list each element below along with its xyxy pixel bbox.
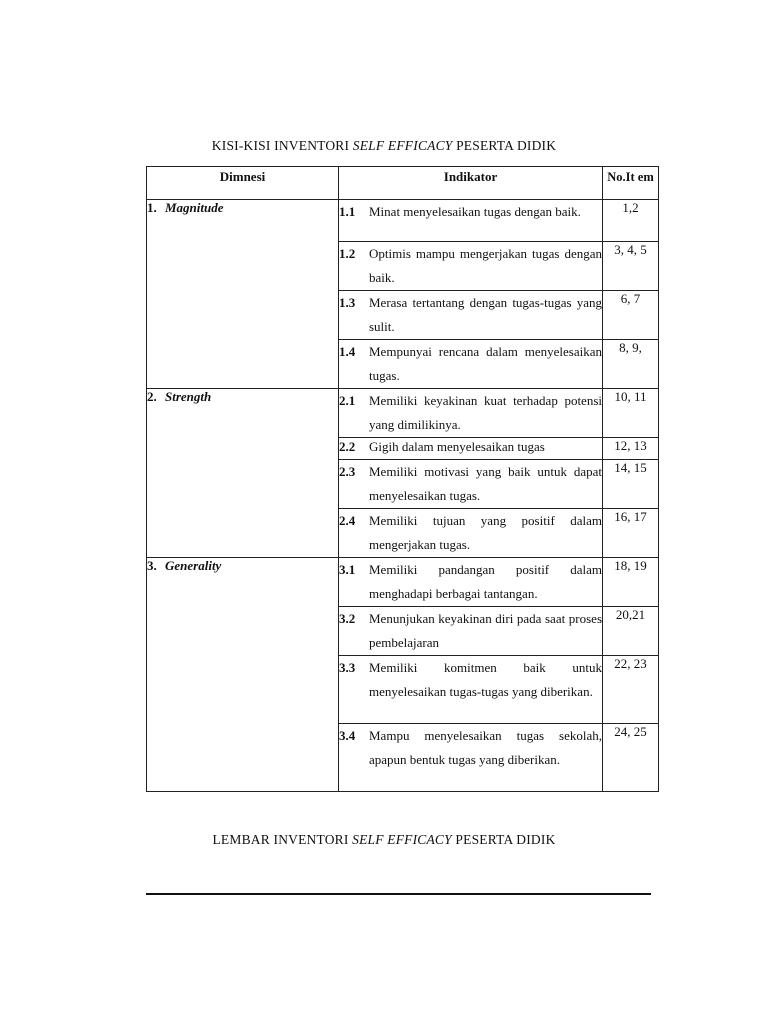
section-title-text: LEMBAR INVENTORI	[212, 832, 353, 847]
table-row	[147, 389, 659, 438]
divider-line	[146, 893, 651, 895]
item-number-cell: 14, 15	[603, 460, 659, 509]
item-number-cell: 12, 13	[603, 438, 659, 460]
item-number-cell: 20,21	[603, 607, 659, 656]
item-number-cell: 16, 17	[603, 509, 659, 558]
indicator-cell: 1.3 Merasa tertantang dengan tugas-tugas yang sulit.	[339, 291, 603, 340]
indicator-cell: 3.1 Memiliki pandangan positif dalam menghadapi berbagai tantangan.	[339, 558, 603, 607]
indicator-cell: 2.1 Memiliki keyakinan kuat terhadap potensi yang dimilikinya.	[339, 389, 603, 438]
indicator-cell: 3.3 Memiliki komitmen baik untuk menyelesaikan tugas-tugas yang diberikan.	[339, 656, 603, 724]
table-row	[147, 558, 659, 607]
header-indikator: Indikator	[339, 167, 603, 200]
dimension-cell: 3. Generality	[147, 558, 339, 792]
header-dimensi: Dimnesi	[147, 167, 339, 200]
item-number-cell: 10, 11	[603, 389, 659, 438]
indicator-cell: 2.4 Memiliki tujuan yang positif dalam mengerjakan tugas.	[339, 509, 603, 558]
section-title	[0, 832, 768, 848]
indicator-cell: 1.2 Optimis mampu mengerjakan tugas dengan baik.	[339, 242, 603, 291]
item-number-cell: 8, 9,	[603, 340, 659, 389]
page-title	[0, 138, 768, 154]
item-number-cell: 6, 7	[603, 291, 659, 340]
dimension-cell: 2. Strength	[147, 389, 339, 558]
indicator-cell: 3.4 Mampu menyelesaikan tugas sekolah, apapun bentuk tugas yang diberikan.	[339, 724, 603, 792]
indicator-cell: 1.4 Mempunyai rencana dalam menyelesaikan tugas.	[339, 340, 603, 389]
dimension-cell: 1. Magnitude	[147, 200, 339, 389]
item-number-cell: 18, 19	[603, 558, 659, 607]
table-header-row	[147, 167, 659, 200]
table-row	[147, 200, 659, 242]
title-italic-text: SELF EFFICACY	[352, 138, 453, 153]
item-number-cell: 22, 23	[603, 656, 659, 724]
title-text-end: PESERTA DIDIK	[452, 138, 557, 153]
title-text: KISI-KISI INVENTORI	[211, 138, 353, 153]
indicator-cell: 3.2 Menunjukan keyakinan diri pada saat proses pembelajaran	[339, 607, 603, 656]
header-no-item: No.It em	[603, 167, 659, 200]
section-title-italic-text: SELF EFFICACY	[352, 832, 452, 847]
kisi-table	[146, 166, 659, 792]
item-number-cell: 24, 25	[603, 724, 659, 792]
item-number-cell: 1,2	[603, 200, 659, 242]
indicator-cell: 2.2 Gigih dalam menyelesaikan tugas	[339, 438, 603, 460]
indicator-cell: 1.1 Minat menyelesaikan tugas dengan baik.	[339, 200, 603, 242]
section-title-text-end: PESERTA DIDIK	[451, 832, 556, 847]
indicator-cell: 2.3 Memiliki motivasi yang baik untuk dapat menyelesaikan tugas.	[339, 460, 603, 509]
item-number-cell: 3, 4, 5	[603, 242, 659, 291]
